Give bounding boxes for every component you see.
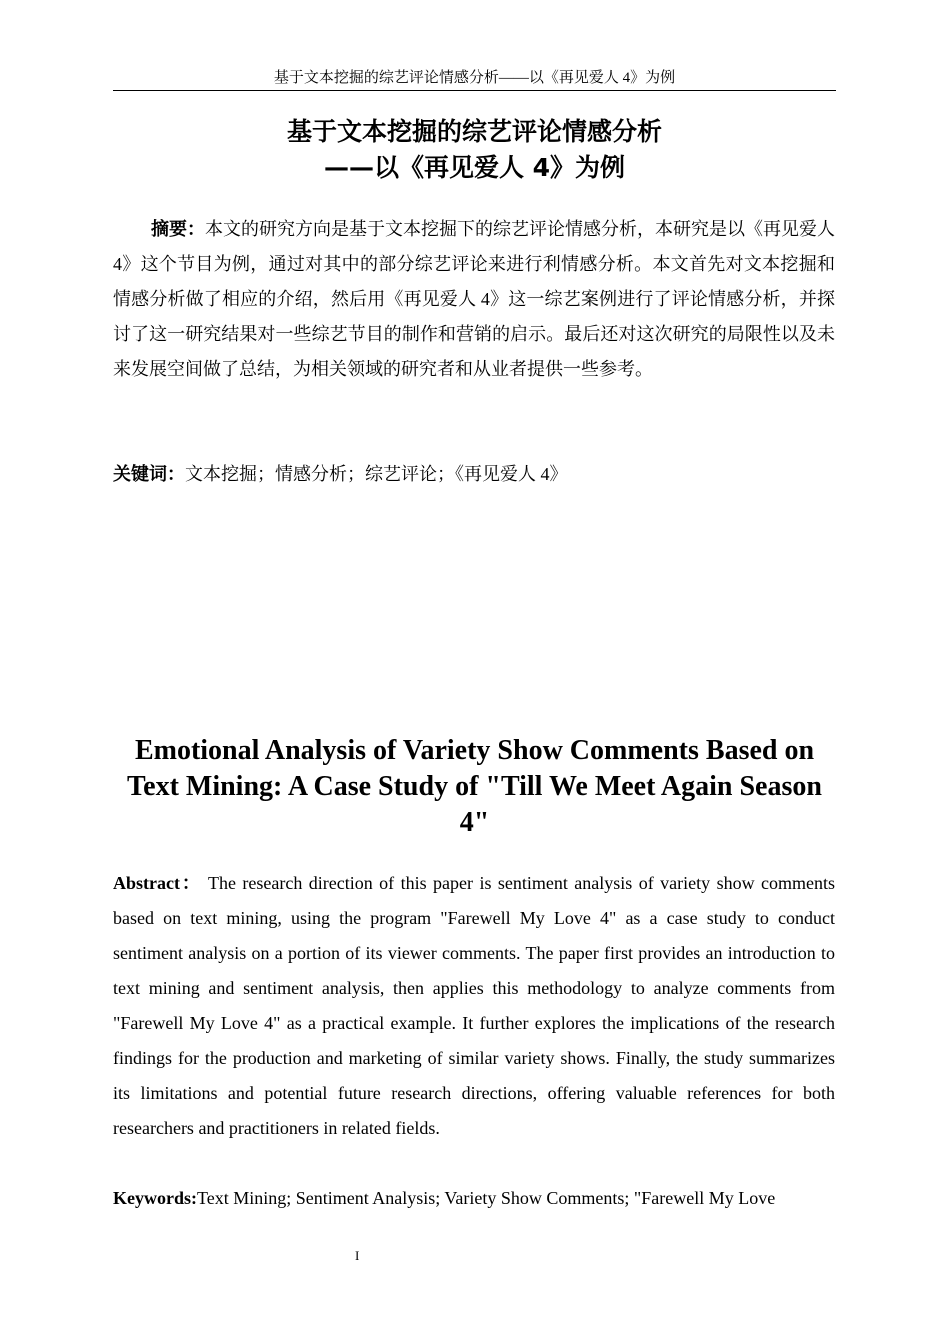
chinese-title-line-2: ——以《再见爱人 4》为例 [323, 153, 626, 182]
running-header: 基于文本挖掘的综艺评论情感分析——以《再见爱人 4》为例 [273, 70, 676, 86]
chinese-abstract [113, 212, 835, 387]
chinese-title-line-1: 基于文本挖掘的综艺评论情感分析 [286, 117, 662, 146]
english-keywords-label: Keywords: [113, 1188, 197, 1208]
page-number: I [355, 1248, 360, 1263]
header-divider [113, 90, 836, 91]
english-keywords [113, 1181, 835, 1216]
chinese-keywords-text: 文本挖掘；情感分析；综艺评论；《再见爱人 4》 [185, 464, 568, 484]
chinese-title [113, 114, 836, 186]
english-abstract [113, 866, 835, 1146]
chinese-abstract-text: 本文的研究方向是基于文本挖掘下的综艺评论情感分析，本研究是以《再见爱人 4》这个节目为例，通过对其中的部分综艺评论来进行利情感分析。本文首先对文本挖掘和情感分析做了相应的介绍，然后用《再见爱人 4》这一综艺案例进行了评论情感分析，并探讨了这一研究结果对一些综艺节目的制作和营销的启示。最后还对这次研究的局限性以及未来发展空间做了总结，为相关领域的研究者和从业者提供一些参考。 [113, 219, 835, 379]
chinese-keywords [113, 457, 835, 492]
chinese-abstract-label: 摘要： [151, 219, 205, 240]
english-abstract-text: The research direction of this paper is sentiment analysis of variety show comments based on text mining, using the program "Farewell My Love 4" as a case study to conduct sentiment analysis on a portion of its viewer comments. The paper first provides an introduction to text mining and sentiment analysis, then applies this methodology to analyze comments from "Farewell My Love 4" as a practical example. It further explores the implications of the research findings for the production and marketing of similar variety shows. Finally, the study summarizes its limitations and potential future research directions, offering valuable references for both researchers and practitioners in related fields. [113, 873, 835, 1138]
chinese-keywords-label: 关键词： [113, 464, 185, 485]
english-title: Emotional Analysis of Variety Show Comments Based on Text Mining: A Case Study of "Till We Meet Again Season 4" [127, 735, 822, 838]
english-abstract-label: Abstract： [113, 873, 202, 893]
english-keywords-text: Text Mining; Sentiment Analysis; Variety Show Comments; "Farewell My Love [197, 1188, 776, 1208]
